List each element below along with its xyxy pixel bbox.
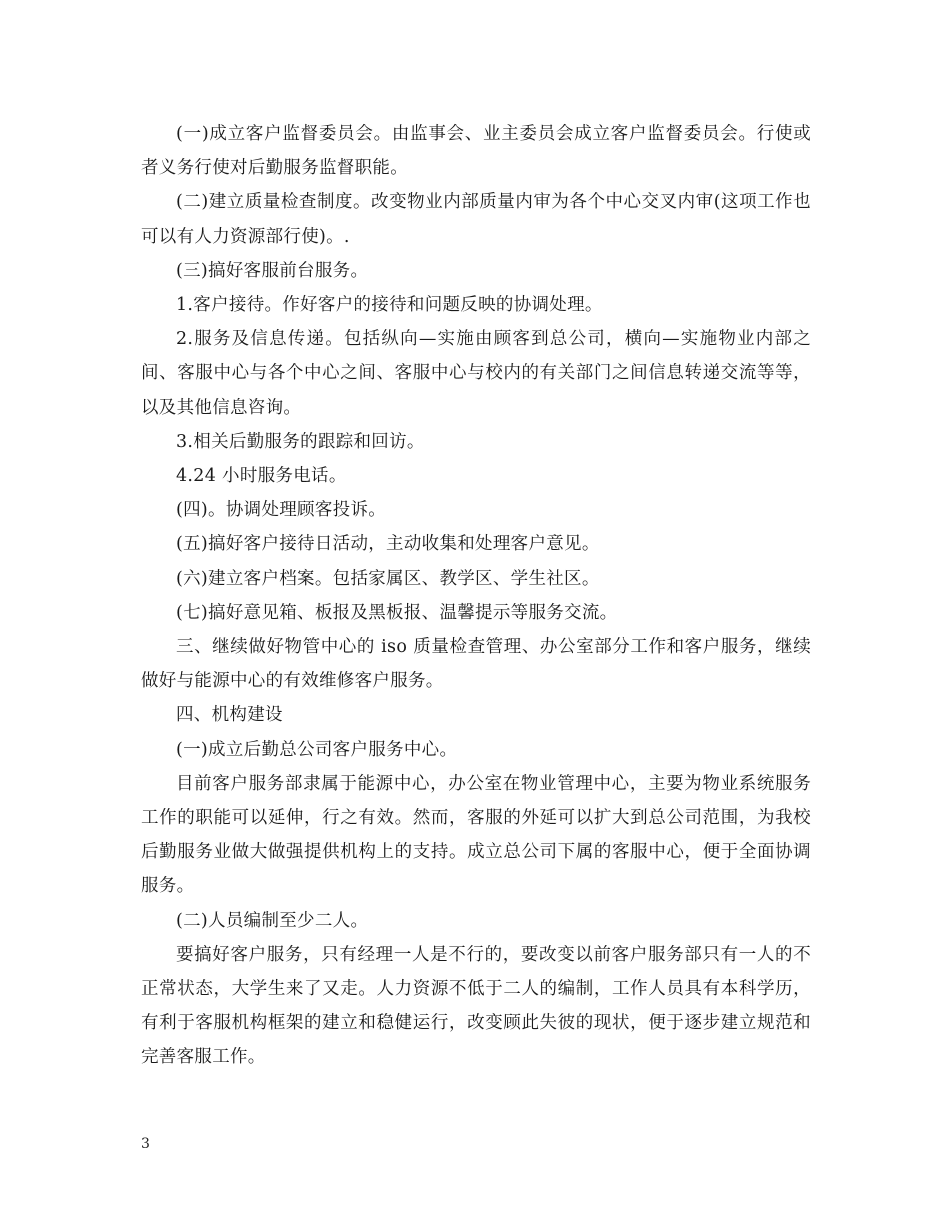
- paragraph: (四)。协调处理顾客投诉。: [176, 500, 387, 521]
- page-number: 3: [141, 1136, 150, 1152]
- paragraph: (五)搞好客户接待日活动，主动收集和处理客户意见。: [176, 534, 600, 555]
- section-heading: 四、机构建设: [176, 705, 283, 726]
- paragraph: 目前客户服务部隶属于能源中心，办公室在物业管理中心，主要为物业系统服务工作的职能可以延伸，行之有效。然而，客服的外延可以扩大到总公司范围，为我校后勤服务业做大做强提供机构上的支持。成立总公司下属的客服中心，便于全面协调服务。: [141, 773, 811, 897]
- document-body: [141, 117, 811, 1075]
- paragraph: (二)人员编制至少二人。: [176, 910, 369, 931]
- paragraph: 4.24 小时服务电话。: [176, 466, 347, 487]
- paragraph: 要搞好客户服务，只有经理一人是不行的，要改变以前客户服务部只有一人的不正常状态，大学生来了又走。人力资源不低于二人的编制，工作人员具有本科学历，有利于客服机构框架的建立和稳健运行，改变顾此失彼的现状，便于逐步建立规范和完善客服工作。: [141, 944, 811, 1068]
- paragraph: (二)建立质量检查制度。改变物业内部质量内审为各个中心交叉内审(这项工作也可以有人力资源部行使)。.: [141, 192, 811, 247]
- paragraph: (六)建立客户档案。包括家属区、教学区、学生社区。: [176, 568, 600, 589]
- paragraph: 3.相关后勤服务的跟踪和回访。: [176, 431, 425, 452]
- paragraph: (一)成立客户监督委员会。由监事会、业主委员会成立客户监督委员会。行使或者义务行使对后勤服务监督职能。: [141, 124, 811, 179]
- paragraph: 2.服务及信息传递。包括纵向—实施由顾客到总公司，横向—实施物业内部之间、客服中心与各个中心之间、客服中心与校内的有关部门之间信息转递交流等等，以及其他信息咨询。: [141, 329, 811, 418]
- paragraph: (三)搞好客服前台服务。: [176, 260, 369, 281]
- paragraph: (七)搞好意见箱、板报及黑板报、温馨提示等服务交流。: [176, 602, 618, 623]
- paragraph: 三、继续做好物管中心的 iso 质量检查管理、办公室部分工作和客户服务，继续做好与能源中心的有效维修客户服务。: [141, 637, 811, 692]
- paragraph: (一)成立后勤总公司客户服务中心。: [176, 739, 458, 760]
- paragraph: 1.客户接待。作好客户的接待和问题反映的协调处理。: [176, 295, 603, 316]
